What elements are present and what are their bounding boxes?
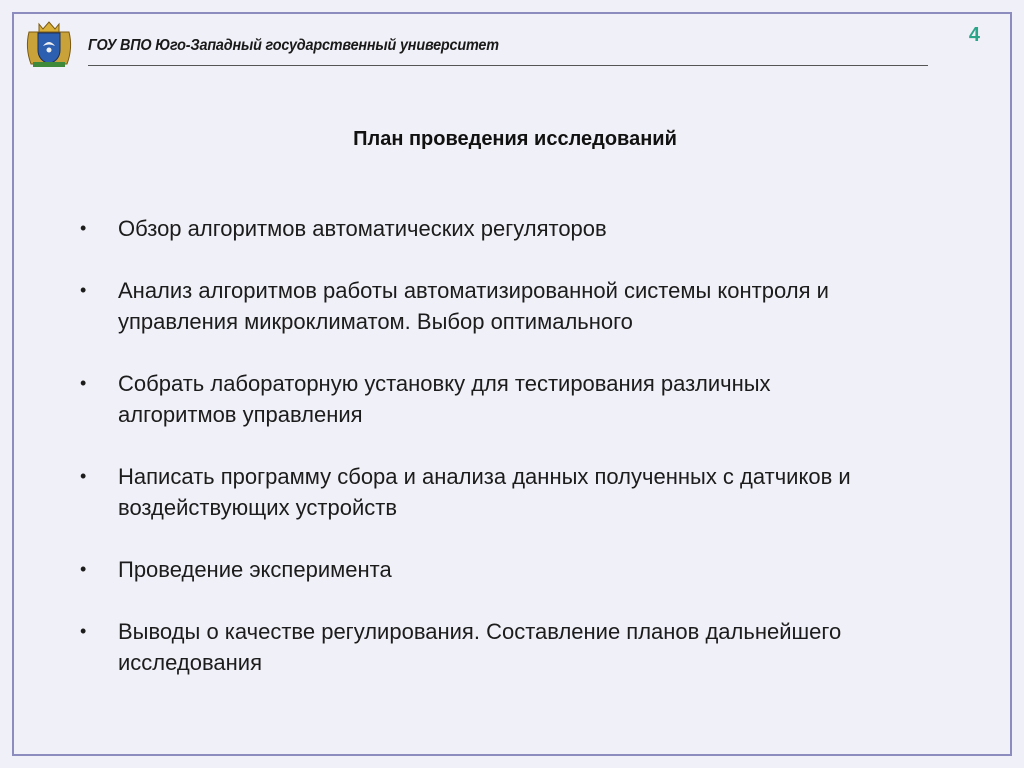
- list-item: [70, 275, 990, 337]
- bullet-icon: •: [80, 559, 87, 579]
- research-plan-list: [70, 213, 990, 678]
- list-item-text: Проведение эксперимента: [118, 557, 392, 582]
- page-title: План проведения исследований: [353, 128, 677, 150]
- list-item-text: Выводы о качестве регулирования. Составление планов дальнейшего: [118, 619, 842, 644]
- list-item-text: Обзор алгоритмов автоматических регуляторов: [118, 216, 607, 241]
- bullet-icon: •: [80, 280, 87, 300]
- list-item: [70, 554, 990, 585]
- list-item: [70, 368, 990, 430]
- list-item-text: исследования: [118, 650, 262, 675]
- bullet-icon: •: [80, 373, 87, 393]
- list-item-text: Анализ алгоритмов работы автоматизированной системы контроля и: [118, 278, 829, 303]
- page-number: 4: [968, 24, 980, 46]
- list-item: [70, 213, 990, 244]
- bullet-icon: •: [80, 621, 87, 641]
- list-item: [70, 461, 990, 523]
- university-name: ГОУ ВПО Юго-Западный государственный университет: [88, 37, 499, 54]
- list-item-text: алгоритмов управления: [118, 402, 363, 427]
- list-item-text: управления микроклиматом. Выбор оптимального: [118, 309, 633, 334]
- bullet-icon: •: [80, 466, 87, 486]
- list-item-text: воздействующих устройств: [118, 495, 398, 520]
- bullet-icon: •: [80, 218, 87, 238]
- list-item-text: Собрать лабораторную установку для тестирования различных: [118, 371, 771, 396]
- list-item-text: Написать программу сбора и анализа данных полученных с датчиков и: [118, 464, 851, 489]
- header-divider: [88, 65, 928, 66]
- list-item: [70, 616, 990, 678]
- university-emblem-icon: [23, 18, 75, 70]
